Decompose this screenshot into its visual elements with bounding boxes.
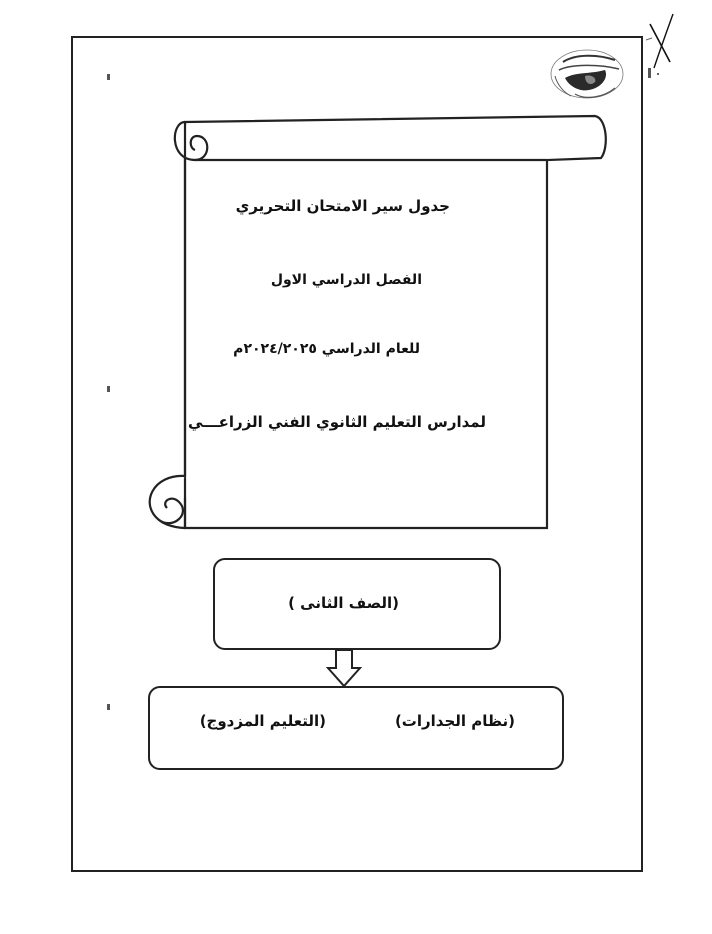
title-line-schools: لمدارس التعليم الثانوي الفني الزراعـــي xyxy=(188,413,486,431)
competency-system-label: (نظام الجدارات) xyxy=(394,712,515,730)
margin-mark xyxy=(107,74,110,80)
dual-education-label: (التعليم المزدوج) xyxy=(199,712,326,730)
ministry-seal-logo-icon xyxy=(545,44,629,104)
margin-mark xyxy=(107,704,110,710)
title-line-semester: الفصل الدراسي الاول xyxy=(270,272,422,288)
grade-label: (الصف الثانى ) xyxy=(288,594,399,612)
margin-mark xyxy=(107,386,110,392)
handwritten-x-mark-icon xyxy=(640,10,680,80)
down-arrow-icon xyxy=(326,648,362,688)
title-scroll-frame xyxy=(133,108,613,536)
title-line-academic-year: للعام الدراسي ٢٠٢٤/٢٠٢٥م xyxy=(233,341,420,357)
title-line-exam-schedule: جدول سير الامتحان التحريري xyxy=(235,197,450,215)
